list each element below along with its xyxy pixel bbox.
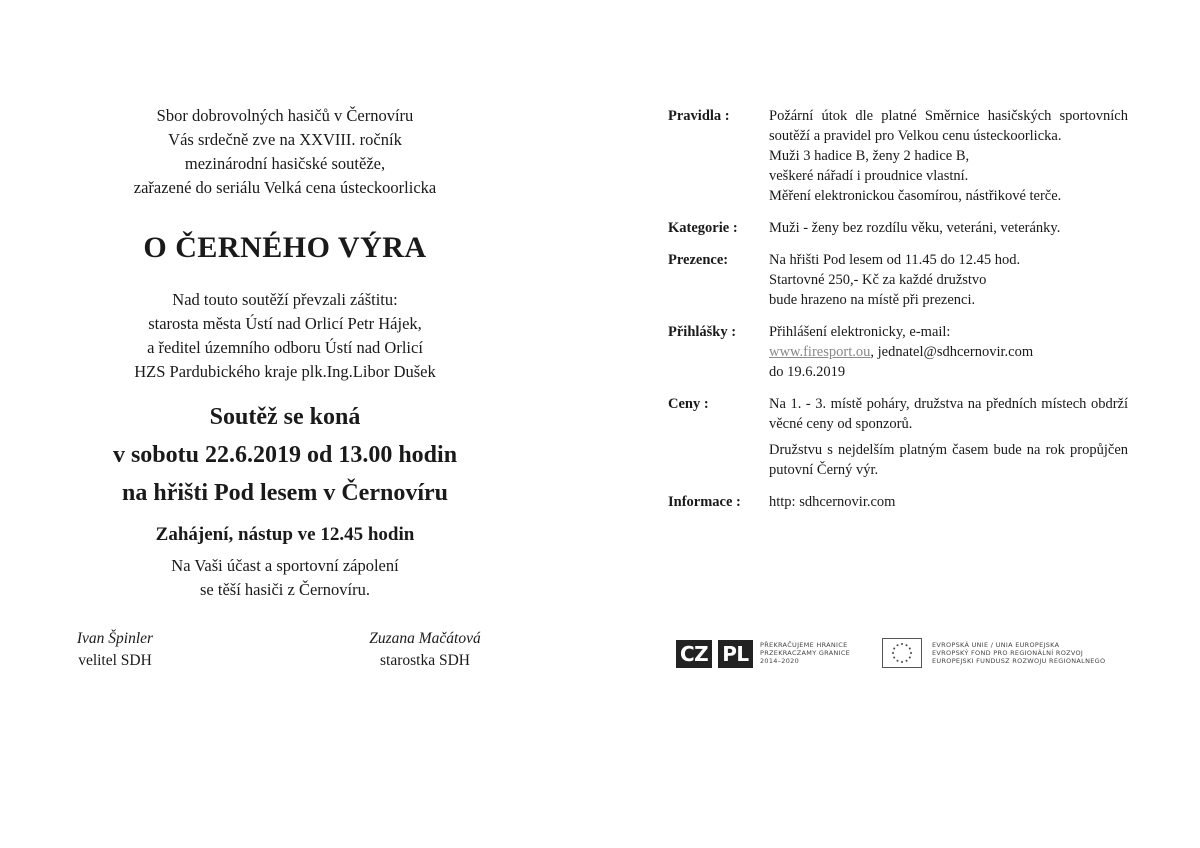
registration-email: , jednatel@sdhcernovir.com (870, 344, 1034, 360)
closing-line: se těší hasiči z Černovíru. (200, 580, 370, 599)
patronage-block (60, 288, 510, 384)
signature-commander (40, 628, 190, 672)
intro-block (60, 104, 510, 200)
closing-block (60, 554, 510, 602)
registration-contact-line (769, 342, 1128, 362)
event-line: na hřišti Pod lesem v Černovíru (122, 480, 448, 506)
rules-content (769, 106, 1128, 206)
categories-content: Muži - ženy bez rozdílu věku, veteráni, veteránky. (769, 220, 1061, 236)
info-row-registration (668, 322, 1128, 382)
event-block (60, 398, 510, 512)
czpl-text-line: 2014–2020 (760, 657, 800, 665)
registration-line: Přihlášení elektronicky, e-mail: (769, 324, 951, 340)
presence-line: Na hřišti Pod lesem od 11.45 do 12.45 hod. (769, 252, 1021, 268)
signature-role: velitel SDH (78, 652, 152, 669)
patronage-line: HZS Pardubického kraje plk.Ing.Libor Dušek (134, 362, 436, 381)
intro-line: Sbor dobrovolných hasičů v Černovíru (156, 106, 414, 125)
eu-logo-text (932, 641, 1105, 665)
signature-name: Ivan Špinler (76, 630, 154, 647)
presence-label: Prezence: (668, 252, 729, 268)
registration-content (769, 322, 1128, 382)
info-row-presence (668, 250, 1128, 310)
information-label: Informace : (668, 494, 741, 510)
info-row-prizes (668, 394, 1128, 480)
info-right-column (668, 106, 1128, 524)
patronage-line: Nad touto soutěží převzali záštitu: (172, 290, 398, 309)
opening-time: Zahájení, nástup ve 12.45 hodin (155, 524, 415, 545)
czpl-logo-cz: CZ (676, 640, 712, 668)
presence-line: Startovné 250,- Kč za každé družstvo (769, 272, 987, 288)
eu-flag-icon (882, 638, 922, 668)
eu-text-line: EVROPSKÝ FOND PRO REGIONÁLNÍ ROZVOJ (932, 649, 1084, 657)
eu-text-line: EVROPSKÁ UNIE / UNIA EUROPEJSKA (932, 641, 1060, 649)
closing-line: Na Vaši účast a sportovní zápolení (171, 556, 399, 575)
intro-line: Vás srdečně zve na XXVIII. ročník (168, 130, 402, 149)
prizes-text: Družstvu s nejdelším platným časem bude na rok propůjčen putovní Černý výr. (769, 442, 1128, 478)
czpl-logo-pl: PL (718, 640, 752, 668)
firesport-link[interactable]: www.firesport.ou (769, 344, 871, 360)
czpl-logo (676, 640, 753, 668)
patronage-line: starosta města Ústí nad Orlicí Petr Hájek, (148, 314, 422, 333)
presence-line: bude hrazeno na místě při prezenci. (769, 292, 976, 308)
event-line: v sobotu 22.6.2019 od 13.00 hodin (112, 442, 458, 468)
prizes-label: Ceny : (668, 396, 709, 412)
intro-line: zařazené do seriálu Velká cena ústeckoorlicka (133, 178, 437, 197)
registration-label: Přihlášky : (668, 324, 737, 340)
information-content: http: sdhcernovir.com (769, 494, 896, 510)
prizes-text: Na 1. - 3. místě poháry, družstva na předních místech obdrží věcné ceny od sponzorů. (769, 396, 1128, 432)
event-line: Soutěž se koná (209, 404, 361, 430)
rules-line: Měření elektronickou časomírou, nástřikové terče. (769, 188, 1062, 204)
czpl-logo-text (760, 641, 850, 665)
patronage-line: a ředitel územního odboru Ústí nad Orlicí (147, 338, 423, 357)
czpl-text-line: PŘEKRAČUJEME HRANICE (760, 641, 848, 649)
prizes-content (769, 394, 1128, 480)
sponsor-logos (676, 636, 1136, 672)
categories-label: Kategorie : (668, 220, 738, 236)
rules-line: veškeré nářadí i proudnice vlastní. (769, 168, 969, 184)
presence-content (769, 250, 1128, 310)
intro-line: mezinárodní hasičské soutěže, (184, 154, 386, 173)
info-row-rules (668, 106, 1128, 206)
signature-name: Zuzana Mačátová (369, 630, 481, 647)
invitation-left-column (60, 104, 510, 602)
signature-mayor (340, 628, 510, 672)
rules-label: Pravidla : (668, 108, 730, 124)
registration-deadline: do 19.6.2019 (769, 364, 846, 380)
rules-line: Muži 3 hadice B, ženy 2 hadice B, (769, 148, 970, 164)
competition-title: O ČERNÉHO VÝRA (143, 231, 427, 264)
eu-text-line: EUROPEJSKI FUNDUSZ ROZWOJU REGIONALNEGO (932, 657, 1106, 665)
rules-line: Požární útok dle platné Směrnice hasičských sportovních soutěží a pravidel pro Velkou cenu ústeckoorlicka. (769, 108, 1128, 144)
czpl-text-line: PRZEKRACZAMY GRANICE (760, 649, 851, 657)
info-row-categories (668, 218, 1128, 238)
signature-role: starostka SDH (380, 652, 470, 669)
info-row-information (668, 492, 1128, 512)
